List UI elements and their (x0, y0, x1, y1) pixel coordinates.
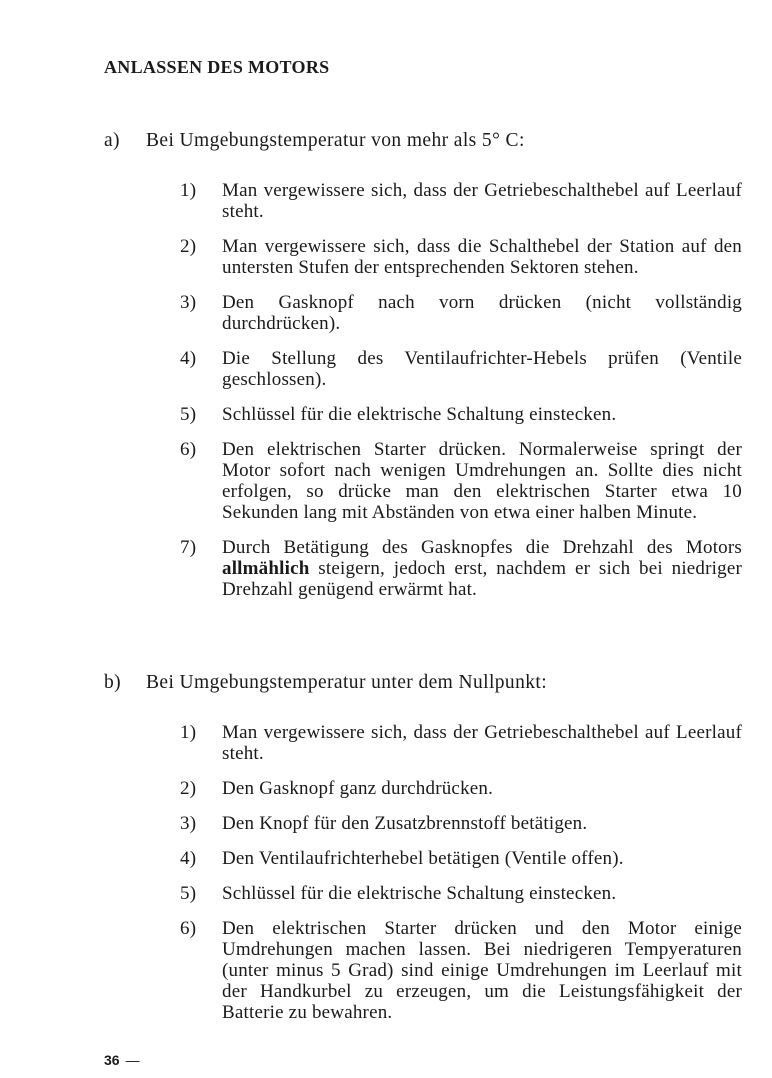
section-b-label: b) (104, 672, 122, 693)
item-number: 4) (180, 348, 197, 369)
list-item (180, 236, 742, 278)
item-text: Den Ventilaufrichterhebel betätigen (Ventile offen). (222, 848, 624, 869)
section-a-label: a) (104, 130, 120, 151)
section-a-text: Bei Umgebungstemperatur von mehr als 5° C: (146, 130, 525, 151)
section-a-list (180, 180, 742, 600)
item-number: 6) (180, 918, 197, 939)
item-text: Den Gasknopf ganz durchdrücken. (222, 778, 494, 799)
item-number: 3) (180, 813, 197, 834)
list-item (180, 722, 742, 764)
item-text: Den Gasknopf nach vorn drücken (nicht vollständig durchdrücken). (222, 292, 742, 334)
list-item (180, 439, 742, 523)
section-a-title (104, 130, 525, 152)
item-text: Man vergewissere sich, dass der Getriebeschalthebel auf Leerlauf steht. (222, 180, 742, 222)
item-text-part: Durch Betätigung des Gasknopfes die Drehzahl des Motors (222, 537, 742, 558)
page-footer (104, 1052, 140, 1068)
item-number: 1) (180, 722, 197, 743)
list-item (180, 918, 742, 1023)
item-number: 5) (180, 404, 197, 425)
item-number: 3) (180, 292, 197, 313)
list-item (180, 404, 742, 425)
item-text: Den Knopf für den Zusatzbrennstoff betätigen. (222, 813, 588, 834)
list-item (180, 180, 742, 222)
item-text: Die Stellung des Ventilaufrichter-Hebels prüfen (Ventile geschlossen). (222, 348, 742, 390)
list-item (180, 883, 742, 904)
item-text: Schlüssel für die elektrische Schaltung einstecken. (222, 404, 617, 425)
item-number: 7) (180, 537, 197, 558)
item-text: Schlüssel für die elektrische Schaltung einstecken. (222, 883, 617, 904)
item-number: 2) (180, 778, 197, 799)
section-b-title (104, 672, 547, 694)
page-heading: ANLASSEN DES MOTORS (104, 57, 330, 77)
item-number: 4) (180, 848, 197, 869)
item-number: 2) (180, 236, 197, 257)
item-text: Man vergewissere sich, dass der Getriebeschalthebel auf Leerlauf steht. (222, 722, 742, 764)
section-b-text: Bei Umgebungstemperatur unter dem Nullpunkt: (146, 672, 548, 693)
list-item (180, 537, 742, 600)
section-b-list (180, 722, 742, 1023)
item-number: 5) (180, 883, 197, 904)
emphasis-text: allmählich (222, 558, 310, 579)
page-number: 36 (104, 1052, 120, 1068)
footer-dash: — (125, 1052, 140, 1068)
item-text (222, 537, 742, 600)
list-item (180, 813, 742, 834)
list-item (180, 848, 742, 869)
item-number: 1) (180, 180, 197, 201)
item-text: Man vergewissere sich, dass die Schalthebel der Station auf den untersten Stufen der entsprechenden Sektoren stehen. (222, 236, 742, 278)
list-item (180, 348, 742, 390)
list-item (180, 778, 742, 799)
item-text: Den elektrischen Starter drücken. Normalerweise springt der Motor sofort nach wenigen Umdrehungen an. Sollte dies nicht erfolgen, so drücke man den elektrischen Starter etwa 10 Sekunden lang mit Abständen von etwa einer halben Minute. (222, 439, 742, 523)
item-text: Den elektrischen Starter drücken und den Motor einige Umdrehungen machen lassen. Bei niedrigeren Tempyeraturen (unter minus 5 Grad) sind einige Umdrehungen im Leerlauf mit der Handkurbel zu erzeugen, um die Leistungsfähigkeit der Batterie zu bewahren. (222, 918, 742, 1023)
item-text-part: steigern, jedoch erst, nachdem er sich bei niedriger Drehzahl genügend erwärmt hat. (222, 558, 742, 600)
list-item (180, 292, 742, 334)
item-number: 6) (180, 439, 197, 460)
